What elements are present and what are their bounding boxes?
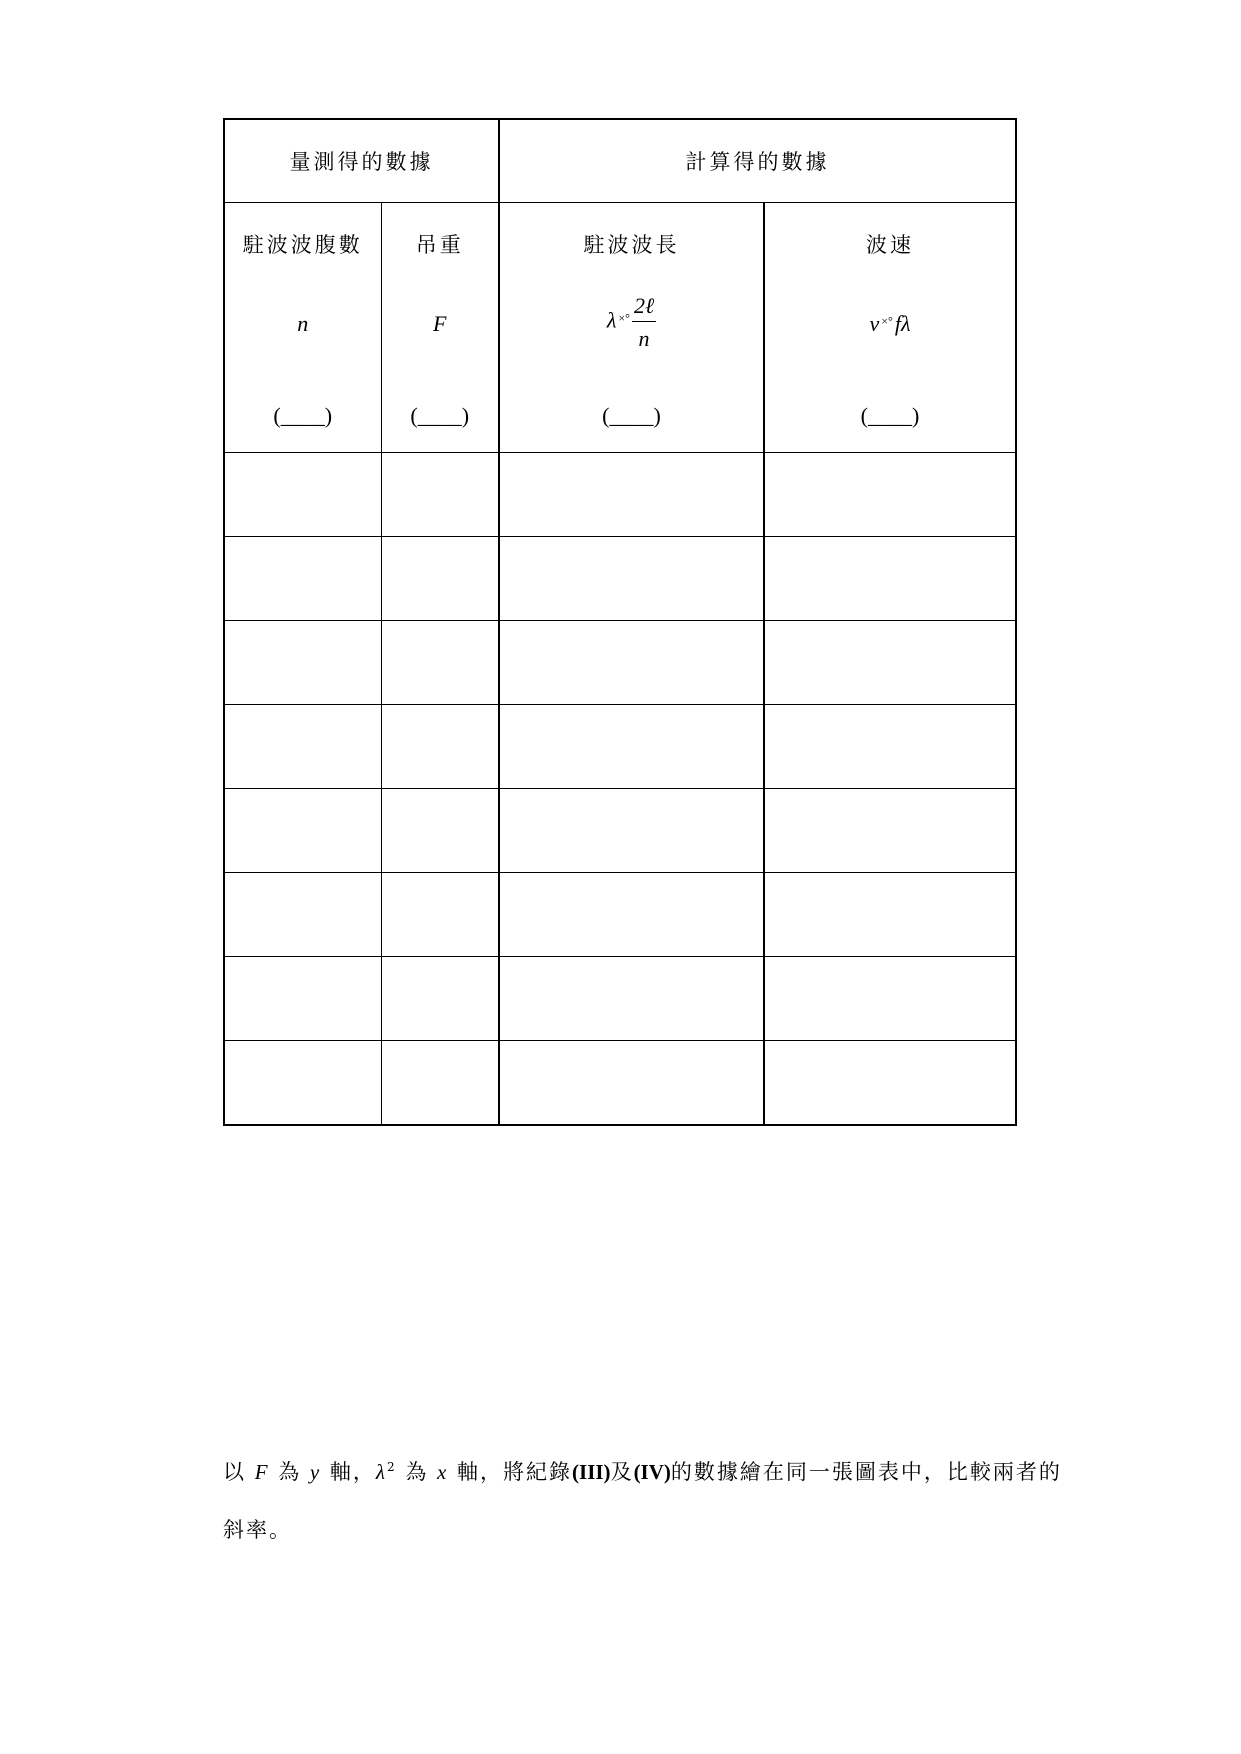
- empty-cell: [224, 537, 381, 621]
- formula-lambda: λ: [606, 307, 617, 333]
- empty-cell: [381, 957, 499, 1041]
- empty-cell: [499, 537, 764, 621]
- table-row: [224, 453, 1016, 537]
- empty-cell: [499, 453, 764, 537]
- speed-formula: [765, 311, 1015, 337]
- table-row: [224, 621, 1016, 705]
- wavelength-formula: [500, 295, 763, 350]
- column-name: 吊重: [415, 233, 464, 257]
- column-header-wave-speed: [764, 203, 1016, 453]
- table-row: [224, 789, 1016, 873]
- empty-cell: [381, 453, 499, 537]
- empty-cell: [224, 873, 381, 957]
- table-body: [224, 453, 1016, 1126]
- group-measured-header: 量測得的數據: [224, 119, 499, 203]
- column-symbol: n: [297, 311, 309, 336]
- empty-cell: [499, 705, 764, 789]
- column-unit-blank: (____): [602, 403, 661, 428]
- text-fragment: 軸，: [329, 1460, 376, 1484]
- equals-glyph: ×°: [618, 310, 630, 325]
- column-unit-blank: (____): [410, 403, 470, 428]
- empty-cell: [499, 621, 764, 705]
- superscript-2: 2: [387, 1460, 397, 1474]
- column-unit-blank: (____): [860, 403, 920, 428]
- empty-cell: [224, 705, 381, 789]
- column-unit-blank: (____): [273, 403, 333, 428]
- formula-fraction: [632, 295, 656, 350]
- text-fragment: 軸，將紀錄: [457, 1460, 573, 1484]
- var-y: y: [309, 1460, 322, 1484]
- empty-cell: [764, 1041, 1016, 1126]
- column-name: 駐波波長: [583, 233, 680, 257]
- var-lambda: λ: [375, 1460, 388, 1484]
- ref-III: (III): [572, 1460, 611, 1484]
- empty-cell: [499, 1041, 764, 1126]
- table-row: [224, 873, 1016, 957]
- text-fragment: 以: [223, 1460, 246, 1484]
- fraction-numerator: 2ℓ: [632, 295, 656, 322]
- column-header-wavelength: [499, 203, 764, 453]
- empty-cell: [381, 1041, 499, 1126]
- column-name: 駐波波腹數: [242, 233, 363, 257]
- formula-v: v: [869, 311, 880, 336]
- empty-cell: [224, 621, 381, 705]
- empty-cell: [381, 537, 499, 621]
- formula-f-lambda: fλ: [894, 311, 911, 336]
- table-row: [224, 1041, 1016, 1126]
- equals-glyph: ×°: [881, 314, 893, 328]
- text-fragment: 及: [610, 1460, 634, 1484]
- text-fragment: 為: [278, 1460, 302, 1484]
- var-x: x: [437, 1460, 449, 1484]
- text-fragment: 為: [405, 1460, 429, 1484]
- column-symbol: F: [433, 311, 447, 336]
- group-calculated-header: 計算得的數據: [499, 119, 1016, 203]
- empty-cell: [381, 621, 499, 705]
- column-header-row: [224, 203, 1016, 453]
- empty-cell: [381, 873, 499, 957]
- empty-cell: [499, 789, 764, 873]
- empty-cell: [224, 957, 381, 1041]
- empty-cell: [224, 453, 381, 537]
- table-row: [224, 705, 1016, 789]
- empty-cell: [764, 621, 1016, 705]
- empty-cell: [764, 453, 1016, 537]
- var-F: F: [254, 1460, 270, 1484]
- fraction-denominator: n: [638, 326, 650, 351]
- instruction-line-1: [223, 1438, 1123, 1501]
- table-row: [224, 957, 1016, 1041]
- column-name: 波速: [866, 233, 914, 257]
- empty-cell: [764, 537, 1016, 621]
- column-header-weight: [381, 203, 499, 453]
- empty-cell: [764, 957, 1016, 1041]
- empty-cell: [381, 705, 499, 789]
- data-table: [223, 118, 1017, 1126]
- empty-cell: [764, 873, 1016, 957]
- ref-IV: (IV): [633, 1460, 671, 1484]
- text-fragment: 的數據繪在同一張圖表中，比較兩者的: [670, 1460, 1062, 1484]
- empty-cell: [499, 873, 764, 957]
- empty-cell: [224, 789, 381, 873]
- group-header-row: [224, 119, 1016, 203]
- empty-cell: [764, 705, 1016, 789]
- instruction-paragraph: [223, 1438, 1123, 1559]
- instruction-line-2: 斜率。: [223, 1518, 292, 1542]
- empty-cell: [381, 789, 499, 873]
- empty-cell: [224, 1041, 381, 1126]
- column-header-antinodes: [224, 203, 381, 453]
- empty-cell: [764, 789, 1016, 873]
- empty-cell: [499, 957, 764, 1041]
- table-row: [224, 537, 1016, 621]
